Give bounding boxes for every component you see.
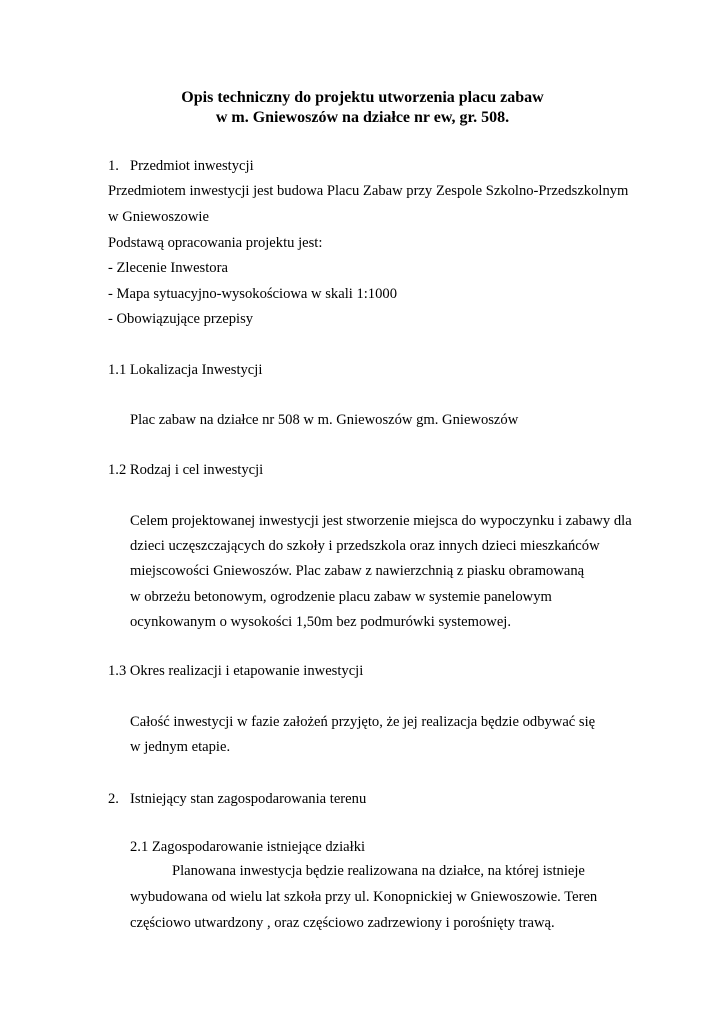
section-1-line: - Obowiązujące przepisy — [108, 311, 254, 327]
section-1-line: - Mapa sytuacyjno-wysokościowa w skali 1:1000 — [108, 286, 397, 302]
section-1-3-line: w jednym etapie. — [130, 739, 231, 755]
document-title-line-1: Opis techniczny do projektu utworzenia placu zabaw — [181, 89, 544, 106]
section-1-3-line: Całość inwestycji w fazie założeń przyjęto, że jej realizacja będzie odbywać się — [130, 714, 596, 730]
section-1-1-heading: 1.1 Lokalizacja Inwestycji — [108, 362, 263, 378]
document-title-line-2: w m. Gniewoszów na działce nr ew, gr. 508. — [215, 109, 510, 126]
section-1-3-heading: 1.3 Okres realizacji i etapowanie inwestycji — [108, 663, 364, 679]
section-2-1-heading: 2.1 Zagospodarowanie istniejące działki — [130, 839, 366, 855]
section-1-2-heading: 1.2 Rodzaj i cel inwestycji — [108, 462, 264, 478]
section-2-heading — [108, 790, 366, 808]
section-1-1-text: Plac zabaw na działce nr 508 w m. Gniewoszów gm. Gniewoszów — [130, 412, 519, 428]
section-1-2-line: w obrzeżu betonowym, ogrodzenie placu zabaw w systemie panelowym — [130, 589, 552, 605]
section-2-title: Istniejący stan zagospodarowania terenu — [130, 791, 367, 807]
section-1-line: Podstawą opracowania projektu jest: — [108, 235, 323, 251]
section-2-number: 2. — [108, 791, 119, 807]
section-1-heading — [108, 157, 254, 175]
section-1-line: Przedmiotem inwestycji jest budowa Placu Zabaw przy Zespole Szkolno-Przedszkolnym — [108, 183, 629, 199]
section-2-1-line: częściowo utwardzony , oraz częściowo zadrzewiony i porośnięty trawą. — [130, 915, 555, 931]
section-1-2-line: dzieci uczęszczających do szkoły i przedszkola oraz innych dzieci mieszkańców — [130, 538, 600, 554]
section-1-2-line: miejscowości Gniewoszów. Plac zabaw z nawierzchnią z piasku obramowaną — [130, 563, 585, 579]
section-2-1-line: wybudowana od wielu lat szkoła przy ul. Konopnickiej w Gniewoszowie. Teren — [130, 889, 598, 905]
section-1-2-line: Celem projektowanej inwestycji jest stworzenie miejsca do wypoczynku i zabawy dla — [130, 513, 632, 529]
section-1-line: w Gniewoszowie — [108, 209, 209, 225]
section-1-line: - Zlecenie Inwestora — [108, 260, 228, 276]
section-1-number: 1. — [108, 158, 119, 174]
section-2-1-line: Planowana inwestycja będzie realizowana na działce, na której istnieje — [172, 863, 585, 879]
section-1-title: Przedmiot inwestycji — [130, 158, 254, 174]
section-1-2-line: ocynkowanym o wysokości 1,50m bez podmurówki systemowej. — [130, 614, 512, 630]
